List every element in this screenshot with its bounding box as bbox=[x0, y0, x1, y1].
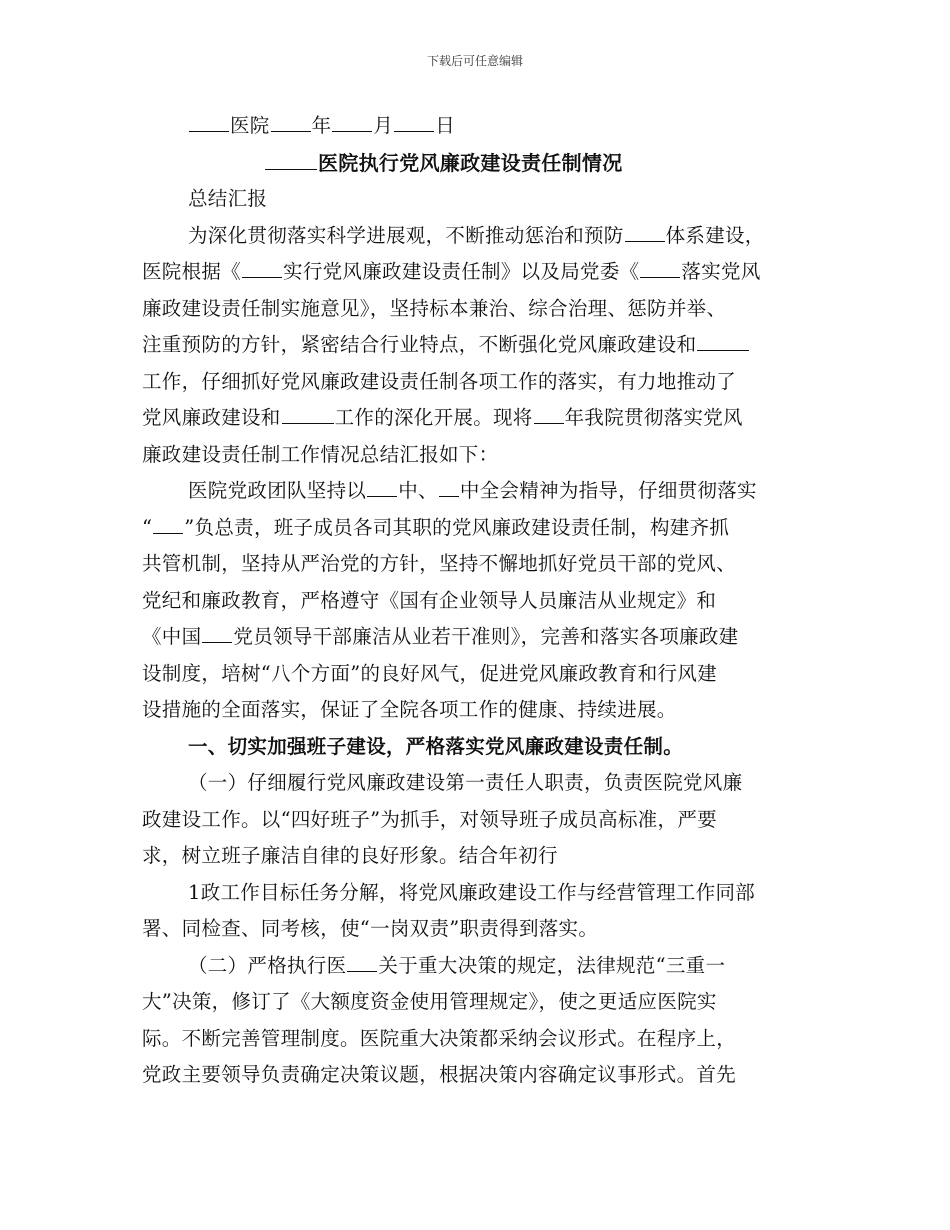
text-run: 落实党风 bbox=[681, 260, 761, 283]
para3-line: （一）仔细履行党风廉政建设第一责任人职责，负责医院党风廉 bbox=[188, 771, 743, 794]
text-run: 注重预防的方针，紧密结合行业特点，不断强化党风廉政建设和 bbox=[142, 333, 697, 356]
blank-field bbox=[189, 130, 229, 132]
text-run: （二）严格执行医 bbox=[188, 953, 347, 977]
para1-line bbox=[142, 327, 810, 364]
document-title-text: 医院执行党风廉政建设责任制情况 bbox=[318, 150, 623, 175]
para2-line bbox=[142, 510, 810, 547]
blank-field bbox=[394, 130, 434, 132]
date-year-label: 年 bbox=[311, 114, 332, 137]
para4-line: 党政主要领导负责确定决策议题，根据决策内容确定议事形式。首先 bbox=[142, 1063, 737, 1086]
text-run: ”负总责，班子成员各司其职的党风廉政建设责任制，构建齐抓 bbox=[184, 515, 730, 539]
date-month-label: 月 bbox=[373, 114, 394, 137]
document-title bbox=[142, 145, 810, 182]
para2-line bbox=[142, 473, 810, 510]
para1-line: 廉政建设责任制工作情况总结汇报如下： bbox=[142, 442, 499, 466]
date-line bbox=[142, 108, 810, 145]
text-run: 体系建设， bbox=[665, 223, 765, 247]
blank-field bbox=[347, 970, 377, 972]
para2-line: 设措施的全面落实，保证了全院各项工作的健康、持续进展。 bbox=[142, 698, 677, 721]
document-body bbox=[142, 108, 810, 1094]
para1-line bbox=[142, 400, 810, 437]
text-run: 中全会精神为指导，仔细贯彻落实 bbox=[459, 479, 757, 502]
blank-field bbox=[202, 641, 232, 643]
para4-line: 大”决策，修订了《大额度资金使用管理规定》，使之更适应医院实 bbox=[142, 990, 717, 1013]
blank-field bbox=[439, 495, 459, 497]
para4-line: 际。不断完善管理制度。医院重大决策都采纳会议形式。在程序上， bbox=[142, 1026, 737, 1050]
para4-line bbox=[142, 948, 810, 985]
para2-line: 设制度，培树“八个方面”的良好风气，促进党风廉政教育和行风建 bbox=[142, 661, 717, 685]
para1-line: 廉政建设责任制实施意见》，坚持标本兼治、综合治理、惩防并举、 bbox=[142, 296, 727, 320]
blank-field bbox=[271, 130, 311, 132]
para1-line bbox=[142, 254, 810, 291]
text-run: 为深化贯彻落实科学进展观，不断推动惩治和预防 bbox=[188, 223, 624, 247]
text-run: 工作的深化开展。现将 bbox=[334, 406, 533, 429]
para3-line: 署、同检查、同考核，使“一岗双责”职责得到落实。 bbox=[142, 917, 599, 940]
blank-field bbox=[242, 276, 282, 278]
para3-line: 1政工作目标任务分解，将党风廉政建设工作与经营管理工作同部 bbox=[188, 880, 756, 904]
section-heading: 一、切实加强班子建设，严格落实党风廉政建设责任制。 bbox=[188, 734, 684, 758]
para3-line: 求，树立班子廉洁自律的良好形象。结合年初行 bbox=[142, 844, 558, 867]
blank-field bbox=[282, 422, 334, 424]
para1-line: 工作，仔细抓好党风廉政建设责任制各项工作的落实，有力地推动了 bbox=[142, 369, 737, 393]
para3-line: 政建设工作。以“四好班子”为抓手，对领导班子成员高标准，严要 bbox=[142, 807, 717, 831]
para2-line: 党纪和廉政教育，严格遵守《国有企业领导人员廉洁从业规定》和 bbox=[142, 588, 717, 612]
para1-line bbox=[142, 218, 810, 255]
blank-field bbox=[697, 349, 749, 351]
text-run: 党员领导干部廉洁从业若干准则》，完善和落实各项廉政建 bbox=[233, 625, 739, 648]
document-subtitle: 总结汇报 bbox=[188, 187, 268, 210]
blank-field bbox=[534, 422, 564, 424]
blank-field bbox=[367, 495, 397, 497]
para2-line bbox=[142, 619, 810, 656]
para2-line: 共管机制，坚持从严治党的方针，坚持不懈地抓好党员干部的党风、 bbox=[142, 552, 737, 575]
blank-field bbox=[265, 168, 317, 170]
text-run: 中、 bbox=[398, 479, 438, 502]
blank-field bbox=[640, 276, 680, 278]
text-run: 实行党风廉政建设责任制》以及局党委《 bbox=[283, 260, 640, 283]
blank-field bbox=[625, 240, 665, 242]
blank-field bbox=[332, 130, 372, 132]
text-run: 关于重大决策的规定，法律规范“三重一 bbox=[378, 953, 726, 977]
text-run: 医院根据《 bbox=[142, 260, 242, 283]
blank-field bbox=[153, 532, 183, 534]
date-day-label: 日 bbox=[435, 114, 456, 137]
page-header: 下载后可任意编辑 bbox=[426, 54, 523, 68]
text-run: “ bbox=[142, 515, 153, 539]
text-run: 《中国 bbox=[142, 625, 202, 648]
text-run: 年我院贯彻落实党风 bbox=[564, 406, 743, 429]
text-run: 医院党政团队坚持以 bbox=[188, 479, 367, 502]
text-run: 党风廉政建设和 bbox=[142, 406, 281, 429]
date-hospital-label: 医院 bbox=[230, 114, 270, 137]
